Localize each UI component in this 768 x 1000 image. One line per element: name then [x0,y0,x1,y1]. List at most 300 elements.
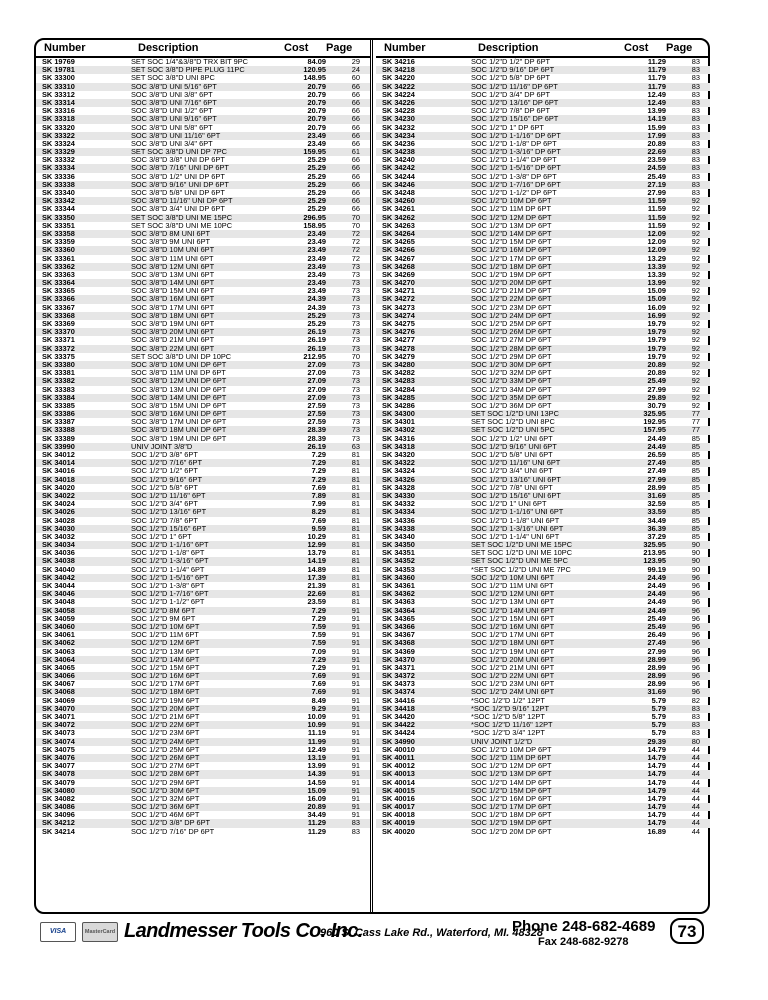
part-number: SK 34234 [382,130,415,140]
catalog-page-ref: 44 [691,769,700,779]
visa-card-icon: VISA [40,922,76,942]
catalog-page-ref: 85 [691,499,700,509]
catalog-page-ref: 92 [691,327,700,337]
catalog-page-ref: 83 [691,703,700,713]
catalog-page-ref: 91 [351,646,360,656]
item-description: SOC 1/2"D 34M DP 6PT [471,384,552,394]
catalog-page-ref: 81 [351,548,360,558]
item-cost: 20.89 [307,802,326,812]
item-cost: 14.19 [647,114,666,124]
item-description: SOC 1/2"D 10M 6PT [131,621,200,631]
catalog-page-ref: 61 [351,147,360,157]
part-number: SK 34373 [382,679,415,689]
item-cost: 20.79 [307,89,326,99]
item-description: SET SOC 1/2"D UNI ME 5PC [471,556,568,566]
catalog-page-ref: 91 [351,810,360,820]
catalog-page-ref: 85 [691,458,700,468]
catalog-page-ref: 81 [351,466,360,476]
item-cost: 9.59 [311,523,326,533]
item-description: SOC 1/2"D 23M 6PT [131,728,200,738]
catalog-page-ref: 60 [351,73,360,83]
item-description: SOC 1/2"D 1/2" UNI 6PT [471,433,553,443]
item-description: SET SOC 3/8"D UNI DP 10PC [131,351,232,361]
item-description: SOC 1/2"D 9/16" UNI 6PT [471,441,557,451]
item-cost: 28.39 [307,433,326,443]
item-cost: 30.79 [647,400,666,410]
part-number: SK 34034 [42,540,75,550]
catalog-page-ref: 82 [691,695,700,705]
part-number: SK 33368 [42,310,75,320]
part-number: SK 34078 [42,769,75,779]
item-cost: 5.79 [651,695,666,705]
catalog-page-ref: 91 [351,736,360,746]
catalog-page-ref: 92 [691,294,700,304]
item-cost: 325.95 [643,540,666,550]
part-number: SK 34420 [382,712,415,721]
catalog-page-ref: 96 [691,687,700,697]
catalog-page-ref: 72 [351,228,360,238]
part-number: SK 34070 [42,703,75,713]
catalog-page-ref: 90 [691,540,700,550]
item-cost: 23.49 [307,253,326,263]
item-description: SOC 3/8"D 12M UNI 6PT [131,261,215,271]
catalog-page-ref: 92 [691,278,700,288]
item-description: SOC 1/2"D 1" 6PT [131,531,192,541]
catalog-page-ref: 73 [351,294,360,304]
item-cost: 16.99 [647,310,666,320]
part-number: SK 33351 [42,220,75,230]
part-number: SK 34338 [382,523,415,533]
item-cost: 11.59 [647,204,666,214]
item-cost: 36.39 [647,523,666,533]
catalog-page-ref: 96 [691,662,700,672]
item-cost: 17.39 [307,572,326,582]
part-number: SK 34318 [382,441,415,451]
catalog-page-ref: 83 [691,57,700,66]
item-description: SOC 1/2"D 27M 6PT [131,761,200,771]
item-description: SOC 3/8"D 15M UNI 6PT [131,286,215,296]
item-cost: 13.39 [647,269,666,279]
part-number: SK 34096 [42,810,75,820]
catalog-page-ref: 81 [351,474,360,484]
item-cost: 7.69 [311,671,326,681]
catalog-page-ref: 96 [691,581,700,590]
catalog-page-ref: 91 [351,712,360,721]
item-description: SOC 3/8"D 12M UNI DP 6PT [131,376,227,386]
item-description: SOC 3/8"D 7/16" UNI DP 6PT [131,163,229,173]
item-description: SOC 3/8"D 18M UNI DP 6PT [131,425,227,435]
item-cost: 7.29 [311,654,326,664]
part-number: SK 34232 [382,122,415,132]
catalog-page-ref: 96 [691,605,700,615]
item-cost: 12.49 [307,744,326,754]
item-cost: 14.79 [647,802,666,812]
item-description: SOC 3/8"D UNI 5/16" 6PT [131,81,217,91]
item-cost: 15.09 [647,294,666,304]
item-description: SOC 1/2"D 1-5/16" DP 6PT [471,163,561,173]
item-description: SOC 1/2"D 16M DP 6PT [471,245,552,255]
part-number: SK 34030 [42,523,75,533]
item-cost: 16.09 [307,793,326,803]
item-cost: 27.49 [647,466,666,476]
catalog-page-ref: 92 [691,376,700,386]
item-cost: 15.99 [647,122,666,132]
item-description: SOC 3/8"D 8M UNI 6PT [131,228,211,238]
part-number: SK 33324 [42,138,75,148]
part-number: SK 40017 [382,802,415,812]
item-cost: 28.99 [647,679,666,689]
item-cost: 27.99 [647,188,666,197]
item-cost: 23.49 [307,269,326,279]
catalog-page-ref: 96 [691,654,700,664]
item-description: SOC 1/2"D 17M UNI 6PT [471,630,555,640]
item-description: SOC 1/2"D 1-1/16" DP 6PT [471,130,561,140]
part-number: SK 34300 [382,409,415,419]
item-description: SOC 1/2"D 21M 6PT [131,712,200,721]
column-divider [370,38,373,914]
catalog-page-ref: 66 [351,155,360,165]
catalog-page-ref: 91 [351,613,360,623]
item-description: *SOC 1/2"D 9/16" 12PT [471,703,549,713]
catalog-page-ref: 66 [351,122,360,132]
part-number: SK 34075 [42,744,75,754]
item-description: SOC 3/8"D 1/2" UNI DP 6PT [131,171,225,181]
item-cost: 7.69 [311,482,326,492]
part-number: SK 33358 [42,228,75,238]
item-description: SOC 1/2"D 19M 6PT [131,695,200,705]
item-description: SOC 1/2"D 32M DP 6PT [471,368,552,378]
item-description: SOC 1/2"D 9M 6PT [131,613,196,623]
part-number: SK 33300 [42,73,75,83]
item-description: SOC 1/2"D 29M DP 6PT [471,351,552,361]
item-cost: 24.49 [647,433,666,443]
catalog-page-ref: 81 [351,597,360,607]
catalog-page-ref: 83 [691,720,700,730]
header-cost: Cost [284,42,309,54]
part-number: SK 40015 [382,785,415,795]
part-number: SK 34368 [382,638,415,648]
item-description: SOC 1/2"D 25M DP 6PT [471,319,552,328]
part-number: SK 34363 [382,597,415,607]
catalog-page-ref: 83 [691,122,700,132]
part-number: SK 34016 [42,466,75,476]
catalog-page-ref: 66 [351,196,360,206]
part-number: SK 33332 [42,155,75,165]
part-number: SK 33364 [42,278,75,288]
catalog-page-ref: 92 [691,269,700,279]
catalog-page-ref: 73 [351,278,360,288]
catalog-page-ref: 83 [691,81,700,91]
part-number: SK 33360 [42,245,75,255]
item-description: SOC 1/2"D 17M 6PT [131,679,200,689]
header-number: Number [384,42,426,54]
item-cost: 7.59 [311,638,326,648]
part-number: SK 34026 [42,507,75,517]
catalog-page-ref: 91 [351,769,360,779]
header-cost: Cost [624,42,649,54]
part-number: SK 34069 [42,695,75,705]
item-description: SOC 1/2"D 18M DP 6PT [471,810,552,820]
item-cost: 123.95 [643,556,666,566]
catalog-page-ref: 73 [351,310,360,320]
item-cost: 21.39 [307,581,326,590]
catalog-page-ref: 44 [691,785,700,795]
item-cost: 25.29 [307,163,326,173]
part-number: SK 34212 [42,818,75,828]
phone-number: Phone 248-682-4689 [512,918,656,935]
item-cost: 5.79 [651,720,666,730]
catalog-page-ref: 92 [691,400,700,410]
header-number: Number [44,42,86,54]
catalog-page-ref: 96 [691,613,700,623]
item-description: SOC 1/2"D 19M DP 6PT [471,818,552,828]
item-cost: 14.79 [647,793,666,803]
catalog-page-ref: 92 [691,261,700,271]
part-number: SK 40012 [382,761,415,771]
catalog-page-ref: 81 [351,556,360,566]
item-cost: 9.29 [311,703,326,713]
catalog-page-ref: 96 [691,621,700,631]
header-description: Description [478,42,539,54]
catalog-page-ref: 96 [691,630,700,640]
part-number: SK 34018 [42,474,75,484]
catalog-page-ref: 81 [351,490,360,500]
catalog-page-ref: 44 [691,793,700,803]
item-cost: 23.49 [307,130,326,140]
part-number: SK 33370 [42,327,75,337]
item-description: SOC 3/8"D 19M UNI 6PT [131,319,215,328]
item-cost: 12.99 [307,540,326,550]
catalog-page-ref: 92 [691,384,700,394]
catalog-page-ref: 81 [351,482,360,492]
part-number: SK 34372 [382,671,415,681]
catalog-page-ref: 73 [351,384,360,394]
catalog-page-ref: 81 [351,531,360,541]
item-description: SOC 1/2"D 11M 6PT [131,630,199,640]
catalog-page-ref: 81 [351,523,360,533]
catalog-page-ref: 83 [691,97,700,107]
item-description: SET SOC 1/2"D UNI ME 15PC [471,540,573,550]
catalog-page-ref: 44 [691,777,700,787]
table-row [36,828,370,836]
catalog-page-ref: 92 [691,310,700,320]
catalog-page-ref: 66 [351,204,360,214]
catalog-page-ref: 77 [691,409,700,419]
catalog-page-ref: 73 [351,376,360,386]
item-description: SOC 1/2"D 24M DP 6PT [471,310,552,320]
right-header [376,38,710,58]
part-number: SK 33384 [42,392,75,402]
catalog-page-ref: 81 [351,458,360,468]
item-cost: 29.39 [647,736,666,746]
catalog-page-ref: 91 [351,744,360,754]
item-description: SOC 1/2"D 21M DP 6PT [471,286,552,296]
item-cost: 15.09 [307,785,326,795]
item-description: SOC 1/2"D 1-3/16" 6PT [131,556,209,566]
part-number: SK 34266 [382,245,415,255]
item-description: SOC 1/2"D 3/4" UNI 6PT [471,466,553,476]
item-description: SOC 1/2"D 10M DP 6PT [471,744,552,754]
item-description: SOC 1/2"D 18M 6PT [131,687,200,697]
part-number: SK 34370 [382,654,415,664]
part-number: SK 34283 [382,376,415,386]
item-description: SOC 1/2"D 17M DP 6PT [471,253,552,263]
item-description: SOC 1/2"D 28M DP 6PT [471,343,552,353]
part-number: SK 34367 [382,630,415,640]
item-description: SOC 1/2"D 7/8" UNI 6PT [471,482,553,492]
item-cost: 11.29 [307,826,326,836]
item-cost: 23.49 [307,237,326,247]
item-description: SOC 3/8"D 10M UNI DP 6PT [131,359,227,369]
catalog-page-ref: 96 [691,572,700,582]
catalog-page-ref: 83 [691,171,700,181]
item-description: SOC 1/2"D 35M DP 6PT [471,392,552,402]
part-number: SK 34320 [382,450,415,459]
item-cost: 26.19 [307,441,326,451]
item-description: SOC 3/8"D UNI 1/2" 6PT [131,106,213,116]
item-cost: 24.49 [647,581,666,590]
left-column [36,38,370,836]
part-number: SK 34236 [382,138,415,148]
item-description: SOC 1/2"D 26M DP 6PT [471,327,552,337]
part-number: SK 34286 [382,400,415,410]
part-number: SK 33383 [42,384,75,394]
catalog-page-ref: 66 [351,130,360,140]
catalog-page [34,38,710,952]
part-number: SK 33334 [42,163,75,173]
item-description: SOC 1/2"D 1-3/8" DP 6PT [471,171,557,181]
payment-cards [40,922,120,942]
item-description: SOC 1/2"D 1-1/8" DP 6PT [471,138,557,148]
item-description: SOC 1/2"D 16M UNI 6PT [471,621,555,631]
item-cost: 14.59 [307,777,326,787]
part-number: SK 34322 [382,458,415,468]
catalog-page-ref: 91 [351,752,360,762]
part-number: SK 34076 [42,752,75,762]
catalog-page-ref: 83 [691,179,700,189]
item-cost: 23.59 [647,155,666,165]
item-cost: 27.09 [307,376,326,386]
part-number: SK 40016 [382,793,415,803]
part-number: SK 34350 [382,540,415,550]
item-cost: 99.19 [647,564,666,574]
part-number: SK 34362 [382,589,415,599]
item-description: UNIV JOINT 1/2"D [471,736,533,746]
item-description: SOC 1/2"D 19M DP 6PT [471,269,552,279]
item-description: SOC 3/8"D 5/8" UNI DP 6PT [131,188,225,197]
item-description: SOC 3/8"D 16M UNI 6PT [131,294,215,304]
item-description: SOC 1/2"D 1-7/16" 6PT [131,589,209,599]
item-description: SOC 1/2"D 24M 6PT [131,736,200,746]
item-cost: 5.79 [651,728,666,738]
part-number: SK 34214 [42,826,75,836]
item-cost: 25.29 [307,179,326,189]
item-cost: 27.59 [307,409,326,419]
item-description: SOC 1/2"D 14M DP 6PT [471,228,552,238]
item-description: SOC 1/2"D 33M DP 6PT [471,376,552,386]
item-cost: 20.89 [647,368,666,378]
item-description: SOC 3/8"D UNI 3/4" 6PT [131,138,213,148]
part-number: SK 34371 [382,662,415,672]
part-number: SK 34282 [382,368,415,378]
catalog-page-ref: 85 [691,450,700,459]
catalog-page-ref: 83 [691,65,700,75]
part-number: SK 33380 [42,359,75,369]
item-cost: 212.95 [303,351,326,361]
catalog-page-ref: 73 [351,433,360,443]
catalog-page-ref: 96 [691,646,700,656]
part-number: SK 34077 [42,761,75,771]
item-description: SOC 1/2"D 46M 6PT [131,810,200,820]
part-number: SK 33366 [42,294,75,304]
part-number: SK 34316 [382,433,415,443]
part-number: SK 33318 [42,114,75,124]
item-cost: 12.49 [647,89,666,99]
item-cost: 24.39 [307,294,326,304]
catalog-page-ref: 91 [351,638,360,648]
part-number: SK 33990 [42,441,75,451]
item-cost: 5.79 [651,703,666,713]
catalog-page-ref: 92 [691,245,700,255]
part-number: SK 33338 [42,179,75,189]
header-page: Page [666,42,693,54]
part-number: SK 34369 [382,646,415,656]
catalog-page-ref: 73 [351,368,360,378]
part-number: SK 34046 [42,589,75,599]
item-cost: 20.89 [647,138,666,148]
item-description: SOC 1/2"D 15/16" UNI 6PT [471,490,561,500]
item-description: SOC 1/2"D 28M 6PT [131,769,200,779]
part-number: SK 33369 [42,319,75,328]
catalog-page-ref: 72 [351,253,360,263]
item-description: SOC 1/2"D 15/16" DP 6PT [471,114,559,124]
left-header [36,38,370,58]
part-number: SK 34270 [382,278,415,288]
part-number: SK 34351 [382,548,415,558]
item-cost: 8.49 [311,695,326,705]
item-cost: 26.49 [647,630,666,640]
catalog-page-ref: 81 [351,507,360,517]
part-number: SK 34060 [42,621,75,631]
part-number: SK 34216 [382,57,415,66]
part-number: SK 33340 [42,188,75,197]
item-cost: 14.79 [647,810,666,820]
item-cost: 11.79 [647,65,666,75]
part-number: SK 34038 [42,556,75,566]
catalog-page-ref: 73 [351,335,360,345]
item-cost: 27.49 [647,638,666,648]
part-number: SK 34044 [42,581,75,590]
part-number: SK 33385 [42,400,75,410]
catalog-page-ref: 91 [351,777,360,787]
part-number: SK 34330 [382,490,415,500]
item-description: SET SOC 1/2"D UNI 8PC [471,417,555,427]
part-number: SK 34022 [42,490,75,500]
part-number: SK 34063 [42,646,75,656]
part-number: SK 33344 [42,204,75,214]
mastercard-icon: MasterCard [82,922,118,942]
item-cost: 23.49 [307,245,326,255]
item-cost: 27.09 [307,392,326,402]
catalog-page-ref: 92 [691,212,700,222]
item-cost: 16.89 [647,826,666,836]
item-description: SET SOC 1/2"D UNI 5PC [471,425,555,435]
part-number: SK 34226 [382,97,415,107]
part-number: SK 34267 [382,253,415,263]
catalog-page-ref: 96 [691,638,700,648]
catalog-page-ref: 81 [351,499,360,509]
item-description: SOC 1/2"D 15M UNI 6PT [471,613,555,623]
